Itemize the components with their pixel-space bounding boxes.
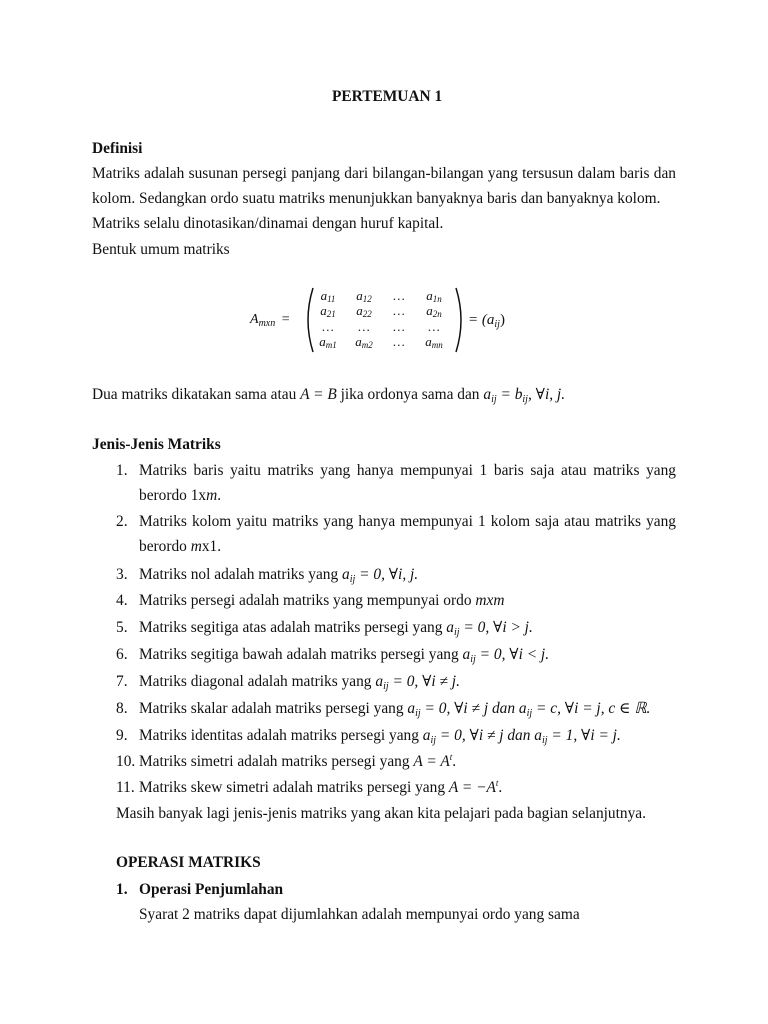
matrix-cell-subscript: 1n [432, 293, 442, 304]
jenis-item-11 [116, 779, 502, 797]
jenis-heading: Jenis-Jenis Matriks [92, 436, 221, 453]
jenis-item-8-rest-2: = c, ∀i = j, c ∈ ℝ. [532, 700, 651, 717]
matrix-cell-symbol: a [320, 287, 328, 303]
jenis-item-3-sub: ij [349, 574, 356, 585]
matrix-cell-symbol: … [358, 318, 370, 334]
jenis-item-8-number: 8. [116, 700, 128, 717]
jenis-item-5-number: 5. [116, 619, 128, 636]
jenis-item-9-rest-2: = 1, ∀i = j. [547, 727, 621, 744]
jenis-item-7-math: a [375, 673, 384, 690]
jenis-item-1-number: 1. [116, 462, 128, 479]
jenis-item-9-sub: ij [430, 735, 437, 746]
matrix-cell-symbol: … [428, 318, 440, 334]
sama-math-a: a [483, 386, 492, 403]
jenis-item-3 [116, 565, 418, 584]
jenis-item-10-math: A = A [413, 753, 450, 770]
matrix-cell-symbol: … [393, 334, 405, 350]
matrix-cell [385, 319, 413, 335]
matrix-cell [343, 319, 385, 335]
matrix-rhs-close: ) [499, 312, 505, 328]
jenis-item-10-text: Matriks simetri adalah matriks persegi yang [139, 753, 414, 770]
jenis-item-6-number: 6. [116, 646, 128, 663]
jenis-item-9-rest: = 0, ∀i ≠ j dan a [436, 727, 542, 744]
matrix-cell-subscript: m1 [325, 340, 337, 351]
matrix-rhs-subscript: ij [494, 319, 500, 330]
jenis-item-11-sup: t [495, 778, 499, 788]
matrix-body [313, 288, 455, 350]
jenis-item-1-line-2 [139, 487, 221, 505]
jenis-item-5-text: Matriks segitiga atas adalah matriks persegi yang [139, 619, 447, 636]
matrix-cell-symbol: a [356, 287, 363, 303]
jenis-item-9-number: 9. [116, 727, 128, 744]
jenis-item-2-end: x1. [201, 538, 222, 555]
matrix-cell [385, 335, 413, 351]
matrix-cell [343, 335, 385, 351]
sama-math-sub: ij [491, 394, 497, 405]
jenis-item-10-rest: . [452, 753, 457, 770]
jenis-item-8-sub: ij [415, 708, 421, 719]
jenis-item-9-math: a [422, 727, 431, 744]
jenis-item-7-sub: ij [383, 681, 389, 692]
matrix-cell-subscript: 2n [432, 309, 442, 320]
matrix-cell-symbol: … [393, 303, 405, 319]
matrix-cell-subscript: mn [431, 340, 443, 351]
matrix-cell [385, 288, 413, 304]
jenis-item-4-number: 4. [116, 592, 128, 609]
jenis-item-10-sup: t [449, 752, 453, 762]
operasi-text: Syarat 2 matriks dapat dijumlahkan adalah mempunyai ordo yang sama [139, 906, 580, 923]
matrix-cell-symbol: a [426, 303, 433, 319]
matrix-cell-subscript: 12 [362, 293, 372, 304]
matrix-lhs-symbol: A [250, 312, 259, 327]
jenis-item-6-text: Matriks segitiga bawah adalah matriks persegi yang [139, 646, 463, 663]
jenis-item-6 [116, 645, 549, 664]
jenis-item-4 [116, 592, 504, 610]
matrix-cell [413, 288, 455, 304]
matrix-cell [343, 304, 385, 320]
jenis-item-8-math: a [407, 700, 416, 717]
matrix-cell-symbol: a [320, 303, 327, 319]
jenis-item-11-rest: . [498, 779, 503, 796]
matrix-cell-subscript: m2 [361, 340, 373, 351]
sama-text-2: jika ordonya sama dan [336, 386, 484, 403]
operasi-sub [116, 881, 283, 899]
jenis-item-7-text: Matriks diagonal adalah matriks yang [139, 673, 376, 690]
matrix-cell-subscript: 11 [327, 293, 336, 304]
jenis-item-11-math: A = −A [448, 779, 496, 796]
matrix-cell-symbol: a [426, 287, 433, 303]
jenis-item-6-math: a [462, 646, 471, 663]
jenis-item-2-number: 2. [116, 513, 128, 530]
matrix-cell [413, 304, 455, 320]
jenis-closing: Masih banyak lagi jenis-jenis matriks yang akan kita pelajari pada bagian selanjutnya. [116, 805, 646, 822]
jenis-item-3-math: a [342, 566, 350, 583]
matrix-cell-symbol: … [393, 318, 405, 334]
jenis-item-10-number: 10. [116, 753, 136, 770]
jenis-item-7-rest: = 0, ∀i ≠ j. [388, 673, 460, 690]
definisi-line-1: Matriks adalah susunan persegi panjang dari bilangan-bilangan yang tersusun dalam baris dan [92, 165, 676, 182]
jenis-item-9-sub-2: ij [542, 735, 548, 746]
jenis-item-9-text: Matriks identitas adalah matriks persegi yang [139, 727, 423, 744]
jenis-item-5 [116, 618, 533, 637]
matrix-equals: = [281, 312, 290, 327]
matrix-cell-symbol: a [319, 334, 326, 350]
jenis-item-5-sub: ij [454, 627, 460, 638]
matrix-cell-subscript: 22 [362, 309, 372, 320]
jenis-item-7-number: 7. [116, 673, 128, 690]
sama-math-sub-2: ij [522, 394, 528, 405]
sama-text-1: Dua matriks dikatakan sama atau [92, 386, 301, 403]
sama-math-1: A = B [300, 386, 337, 403]
jenis-item-1-line-1: Matriks baris yaitu matriks yang hanya mempunyai 1 baris saja atau matriks yang [139, 462, 676, 479]
definisi-line-4: Bentuk umum matriks [92, 241, 230, 258]
jenis-item-1-text: berordo 1x [139, 487, 207, 504]
jenis-item-8 [116, 699, 650, 718]
matrix-lhs-subscript: mxn [258, 318, 276, 329]
sama-sentence [92, 385, 565, 404]
matrix-cell-symbol: a [425, 334, 432, 350]
matrix-cell-symbol: … [393, 287, 405, 303]
sama-math-b: = b [496, 386, 523, 403]
operasi-heading: OPERASI MATRIKS [116, 854, 261, 871]
jenis-item-2-line-1: Matriks kolom yaitu matriks yang hanya mempunyai 1 kolom saja atau matriks yang [139, 513, 676, 530]
jenis-item-10 [116, 753, 456, 771]
operasi-sub-heading: Operasi Penjumlahan [139, 881, 284, 898]
jenis-item-6-rest: = 0, ∀i < j. [475, 646, 550, 663]
jenis-item-8-rest: = 0, ∀i ≠ j dan a [420, 700, 527, 717]
matrix-cell-symbol: a [355, 334, 362, 350]
matrix-cell-symbol: … [322, 318, 334, 334]
jenis-item-2-line-2 [139, 538, 221, 556]
jenis-item-4-text: Matriks persegi adalah matriks yang mempunyai ordo [139, 592, 476, 609]
jenis-item-5-math: a [446, 619, 454, 636]
jenis-item-7 [116, 672, 460, 691]
matrix-cell [313, 304, 343, 320]
jenis-item-5-rest: = 0, ∀i > j. [459, 619, 533, 636]
matrix-cell [313, 319, 343, 335]
matrix-cell [413, 335, 455, 351]
matrix-cell [313, 335, 343, 351]
definisi-line-2: kolom. Sedangkan ordo suatu matriks menunjukkan banyaknya baris dan banyaknya kolom. [92, 190, 661, 207]
jenis-item-2-math: m [190, 538, 202, 555]
matrix-right-paren [453, 287, 467, 353]
matrix-rhs-symbol: = (a [468, 312, 495, 328]
jenis-item-9 [116, 726, 621, 745]
operasi-sub-number: 1. [116, 881, 128, 898]
matrix-rhs [468, 312, 505, 329]
jenis-item-3-rest: = 0, ∀i, j. [355, 566, 419, 583]
jenis-item-3-number: 3. [116, 566, 128, 583]
matrix-cell-subscript: 21 [326, 309, 336, 320]
matrix-cell-symbol: a [356, 303, 363, 319]
jenis-item-1-math: m [206, 487, 218, 504]
jenis-item-3-text: Matriks nol adalah matriks yang [139, 566, 343, 583]
matrix-cell [413, 319, 455, 335]
page-title: PERTEMUAN 1 [332, 88, 443, 105]
jenis-item-8-text: Matriks skalar adalah matriks persegi yang [139, 700, 408, 717]
jenis-item-2-text: berordo [139, 538, 191, 555]
definisi-heading: Definisi [92, 140, 143, 157]
jenis-item-11-text: Matriks skew simetri adalah matriks persegi yang [139, 779, 449, 796]
definisi-line-3: Matriks selalu dinotasikan/dinamai dengan huruf kapital. [92, 215, 444, 232]
matrix-cell [385, 304, 413, 320]
jenis-item-4-math: mxm [475, 592, 505, 609]
matrix-lhs [250, 312, 290, 328]
jenis-item-6-sub: ij [470, 654, 476, 665]
jenis-item-1-end: . [217, 487, 222, 504]
sama-math-c: , ∀i, j. [527, 386, 566, 403]
matrix-cell [343, 288, 385, 304]
matrix-cell [313, 288, 343, 304]
jenis-item-11-number: 11. [116, 779, 135, 796]
jenis-item-8-sub-2: ij [526, 708, 533, 719]
